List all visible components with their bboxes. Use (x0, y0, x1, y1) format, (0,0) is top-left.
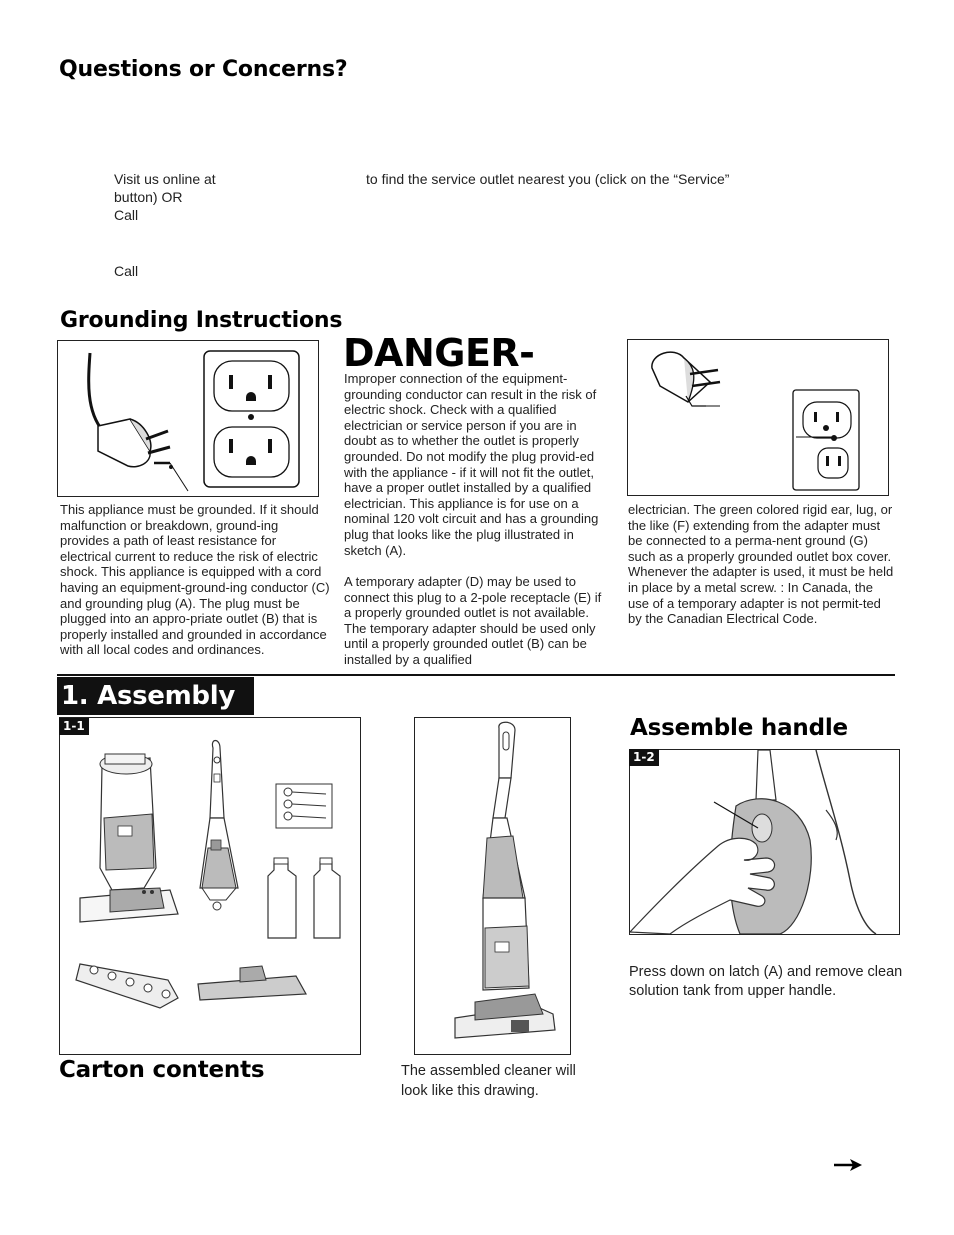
grounding-col3-text: electrician. The green colored rigid ear, lug, or the like (F) extending from the adapter must be connected to a perma-nent ground (G) such as a properly grounded outlet box cover. Whenever the adapter is used, it must be held in place by a metal screw. : In Canada, the use of a temporary adapter is not permit-ted by the Canadian Electrical Code. (628, 502, 894, 627)
carton-contents-heading: Carton contents (59, 1057, 265, 1083)
carton-contents-illustration (60, 718, 360, 1054)
danger-title: DANGER- (343, 331, 535, 375)
questions-heading: Questions or Concerns? (59, 57, 348, 82)
plug-outlet-illustration (58, 341, 318, 496)
call-text-1: Call (114, 207, 139, 223)
adapter-figure (627, 339, 889, 496)
grounding-col2-text-b: A temporary adapter (D) may be used to connect this plug to a 2-pole receptacle (E) if a properly grounded outlet is not available. The temporary adapter should be used only until a properly grounded outlet (B) can be installed by a qualified (344, 574, 602, 667)
call-text-2: Call (114, 263, 139, 279)
grounding-col1-text: This appliance must be grounded. If it should malfunction or breakdown, ground-ing provides a path of least resistance for electrical current to reduce the risk of electric shock. This appliance is equipped with a cord having an equipment-ground-ing conductor (C) and grounding plug (A). The plug must be plugged into an appro-priate outlet (B) that is properly installed and grounded in accordance with all local codes and ordinances. (60, 502, 330, 658)
assembled-cleaner-illustration (415, 718, 570, 1054)
find-outlet-text: to find the service outlet nearest you (click on the “Service” (366, 171, 730, 187)
adapter-illustration (628, 340, 888, 495)
figure-tag-1-2: 1-2 (629, 749, 659, 766)
assemble-handle-heading: Assemble handle (630, 715, 848, 741)
assemble-handle-figure (629, 749, 900, 935)
assembled-caption: The assembled cleaner will look like this drawing. (401, 1063, 576, 1099)
assemble-handle-text: Press down on latch (A) and remove clean solution tank from upper handle. (629, 964, 903, 999)
carton-contents-figure (59, 717, 361, 1055)
section-divider (57, 674, 895, 676)
assembly-heading: 1. Assembly (61, 681, 235, 711)
assemble-handle-illustration (630, 750, 899, 934)
assembled-cleaner-figure (414, 717, 571, 1055)
grounding-heading: Grounding Instructions (60, 308, 343, 333)
assembly-heading-bar (57, 677, 254, 715)
right-arrow-icon (834, 1158, 864, 1172)
visit-cont-text: button) OR (114, 189, 183, 205)
figure-tag-1-1: 1-1 (59, 718, 89, 735)
plug-outlet-figure (57, 340, 319, 497)
grounding-col2-text-a: Improper connection of the equipment-grounding conductor can result in the risk of electric shock. Check with a qualified electrician or service person if you are in doubt as to whether the outlet is properly grounded. Do not modify the plug provid-ed with the appliance - if it will not fit the outlet, have a proper outlet installed by a qualified electrician. This appliance is for use on a nominal 120 volt circuit and has a grounding plug that looks like the plug illustrated in sketch (A). (344, 371, 599, 558)
visit-text: Visit us online at (114, 171, 216, 187)
